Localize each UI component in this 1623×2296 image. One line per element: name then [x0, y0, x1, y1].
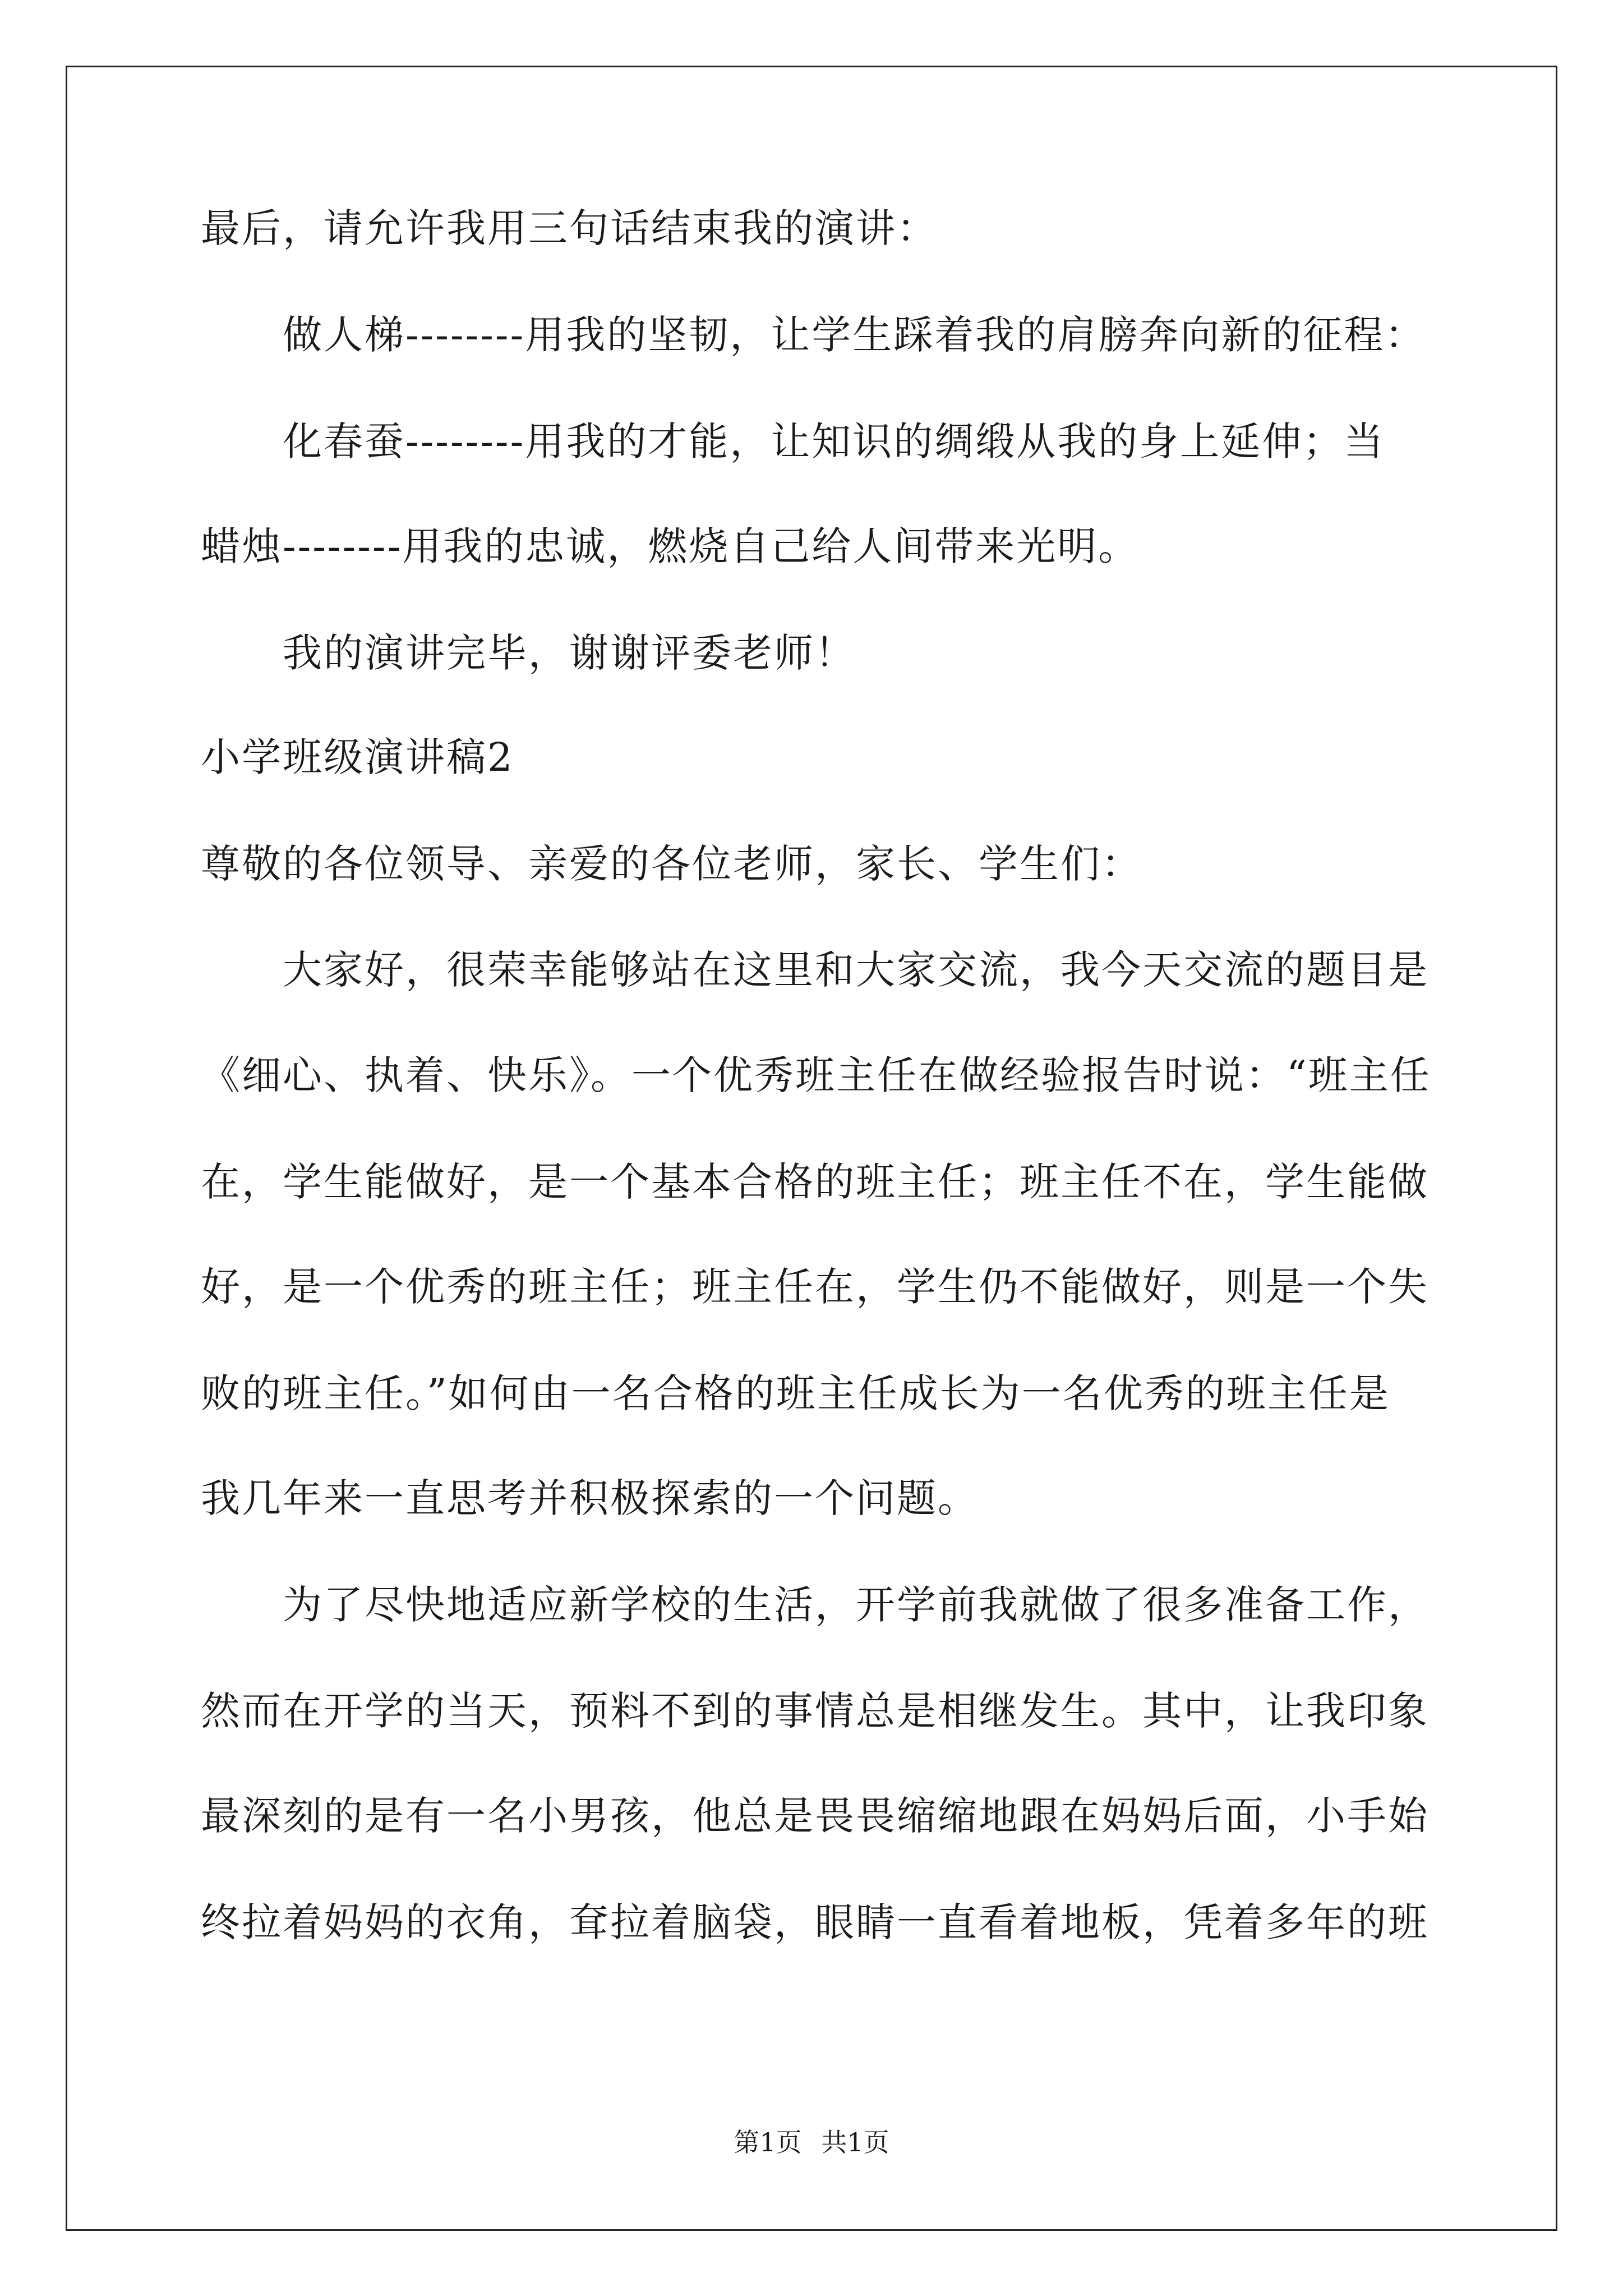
- paragraph-line: 终拉着妈妈的衣角，耷拉着脑袋，眼睛一直看着地板，凭着多年的班: [201, 1899, 1429, 1945]
- page-footer: [0, 2129, 1623, 2155]
- paragraph-line: 在，学生能做好，是一个基本合格的班主任；班主任不在，学生能做: [201, 1159, 1429, 1205]
- paragraph-line: 蜡烛--------用我的忠诚，燃烧自己给人间带来光明。: [201, 523, 1140, 569]
- section-heading: 小学班级演讲稿2: [201, 734, 514, 780]
- paragraph-line: 做人梯--------用我的坚韧，让学生踩着我的肩膀奔向新的征程：: [201, 312, 1426, 358]
- paragraph-line: 我的演讲完毕，谢谢评委老师！: [201, 630, 856, 676]
- paragraph-line: 化春蚕--------用我的才能，让知识的绸缎从我的身上延伸；当: [201, 418, 1385, 464]
- closing-intro-line: 最后，请允许我用三句话结束我的演讲：: [201, 205, 938, 251]
- paragraph-line: 好，是一个优秀的班主任；班主任在，学生仍不能做好，则是一个失: [201, 1264, 1429, 1310]
- paragraph-line: 败的班主任。”如何由一名合格的班主任成长为一名优秀的班主任是: [201, 1370, 1390, 1416]
- paragraph-line: 然而在开学的当天，预料不到的事情总是相继发生。其中，让我印象: [201, 1688, 1429, 1734]
- paragraph-line: 为了尽快地适应新学校的生活，开学前我就做了很多准备工作，: [201, 1582, 1429, 1628]
- paragraph-line: 大家好，很荣幸能够站在这里和大家交流，我今天交流的题目是: [201, 947, 1429, 993]
- paragraph-line: 我几年来一直思考并积极探索的一个问题。: [201, 1475, 979, 1521]
- paragraph-line: 最深刻的是有一名小男孩，他总是畏畏缩缩地跟在妈妈后面，小手始: [201, 1793, 1429, 1839]
- page-number: 第1页: [734, 2127, 802, 2157]
- salutation-line: 尊敬的各位领导、亲爱的各位老师，家长、学生们：: [201, 841, 1142, 887]
- paragraph-line: 《细心、执着、快乐》。一个优秀班主任在做经验报告时说：“班主任: [201, 1052, 1431, 1098]
- page-total: 共1页: [821, 2127, 889, 2157]
